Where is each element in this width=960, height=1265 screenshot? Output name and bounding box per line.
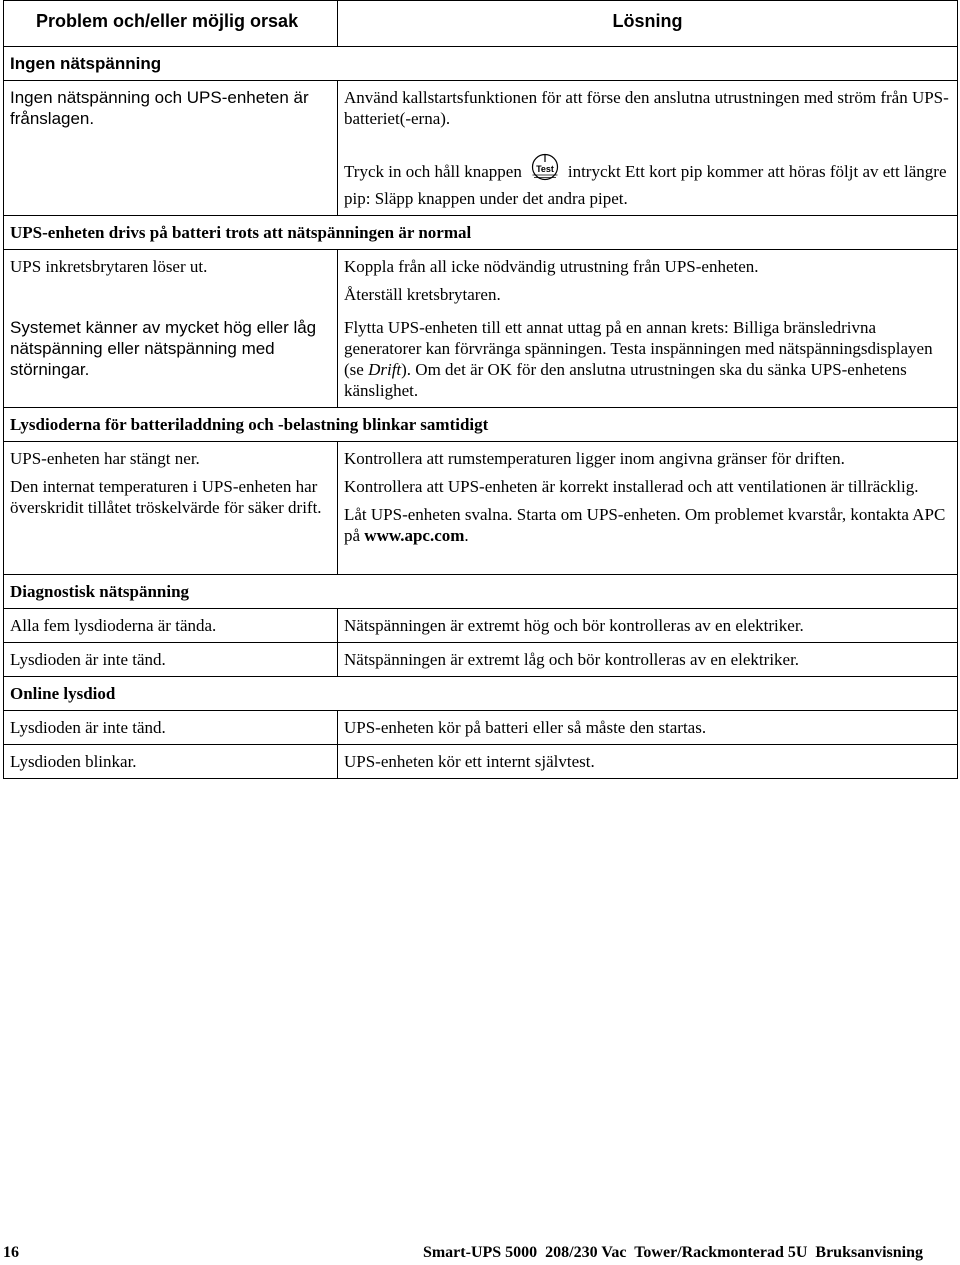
problem-cell: Alla fem lysdioderna är tända. [4,609,338,643]
solution-text: Koppla från all icke nödvändig utrustning från UPS-enheten. [344,257,759,276]
drift-reference: Drift [368,360,402,379]
table-row [4,643,958,677]
problem-text: Systemet känner av mycket hög eller låg nätspänning eller nätspänning med störningar. [10,318,317,379]
problem-cell: Lysdioden blinkar. [4,745,338,779]
section-heading-row [4,677,958,711]
problem-cell [4,81,338,216]
section-title-ingen-natspanning: Ingen nätspänning [4,47,958,81]
problem-cell [4,442,338,575]
problem-cell: Lysdioden är inte tänd. [4,711,338,745]
solution-cell [338,442,958,575]
solution-text: Flytta UPS-enheten till ett annat uttag på en annan krets: Billiga bränsledrivna generatorer kan förvränga spänningen. Testa inspänningen med nätspänningsdisplayen (se Drift). Om det är OK för den anslutna utrustningen ska du sänka UPS-enhetens känslighet. [344,318,933,400]
problem-cell: Lysdioden är inte tänd. [4,643,338,677]
table-row [4,81,958,216]
apc-website-link[interactable]: www.apc.com [364,526,465,545]
solution-text: Återställ kretsbrytaren. [344,285,501,304]
solution-cell: Nätspänningen är extremt hög och bör kontrolleras av en elektriker. [338,609,958,643]
problem-text: Ingen nätspänning och UPS-enheten är frånslagen. [10,88,309,128]
solution-text: Kontrollera att UPS-enheten är korrekt installerad och att ventilationen är tillräcklig. [344,477,919,496]
table-row [4,609,958,643]
solution-text: Kontrollera att rumstemperaturen ligger inom angivna gränser för driften. [344,449,845,468]
table-header-row [4,1,958,47]
page-footer [3,1244,923,1264]
section-heading-row [4,47,958,81]
problem-text: Den internat temperaturen i UPS-enheten har överskridit tillåtet tröskelvärde för säker drift. [10,477,322,517]
section-title-online-lysdiod: Online lysdiod [4,677,958,711]
page-number: 16 [3,1244,19,1261]
test-button-icon [528,152,562,182]
section-title-diagnostisk-natspanning: Diagnostisk nätspänning [4,575,958,609]
troubleshooting-table [3,0,958,779]
problem-cell [4,250,338,408]
solution-cell: UPS-enheten kör på batteri eller så måste den startas. [338,711,958,745]
solution-column-header: Lösning [338,1,958,47]
test-icon-label: Test [535,164,554,174]
table-row [4,711,958,745]
solution-cell: Nätspänningen är extremt låg och bör kontrolleras av en elektriker. [338,643,958,677]
section-title-lysdioderna-blinkar: Lysdioderna för batteriladdning och -belastning blinkar samtidigt [4,408,958,442]
solution-cell: UPS-enheten kör ett internt självtest. [338,745,958,779]
solution-text: Använd kallstartsfunktionen för att förse den anslutna utrustningen med ström från UPS-batteriet(-erna). [344,88,949,128]
section-heading-row [4,216,958,250]
footer-title: Smart-UPS 5000 208/230 Vac Tower/Rackmonterad 5U Bruksanvisning [422,1244,923,1261]
solution-text-test-button: Tryck in och håll knappen Test intryckt Ett kort pip kommer att höras följt av ett längre pip: Släpp knappen under det andra pipet. [344,158,951,209]
table-row [4,250,958,408]
problem-text: UPS-enheten har stängt ner. [10,449,200,468]
problem-column-header: Problem och/eller möjlig orsak [4,1,338,47]
problem-text: UPS inkretsbrytaren löser ut. [10,257,208,276]
section-heading-row [4,408,958,442]
section-heading-row [4,575,958,609]
solution-cell [338,250,958,408]
table-row [4,442,958,575]
section-title-ups-drivs-pa-batteri: UPS-enheten drivs på batteri trots att nätspänningen är normal [4,216,958,250]
solution-text: Låt UPS-enheten svalna. Starta om UPS-enheten. Om problemet kvarstår, kontakta APC på www.apc.com. [344,505,946,545]
solution-cell [338,81,958,216]
table-row [4,745,958,779]
